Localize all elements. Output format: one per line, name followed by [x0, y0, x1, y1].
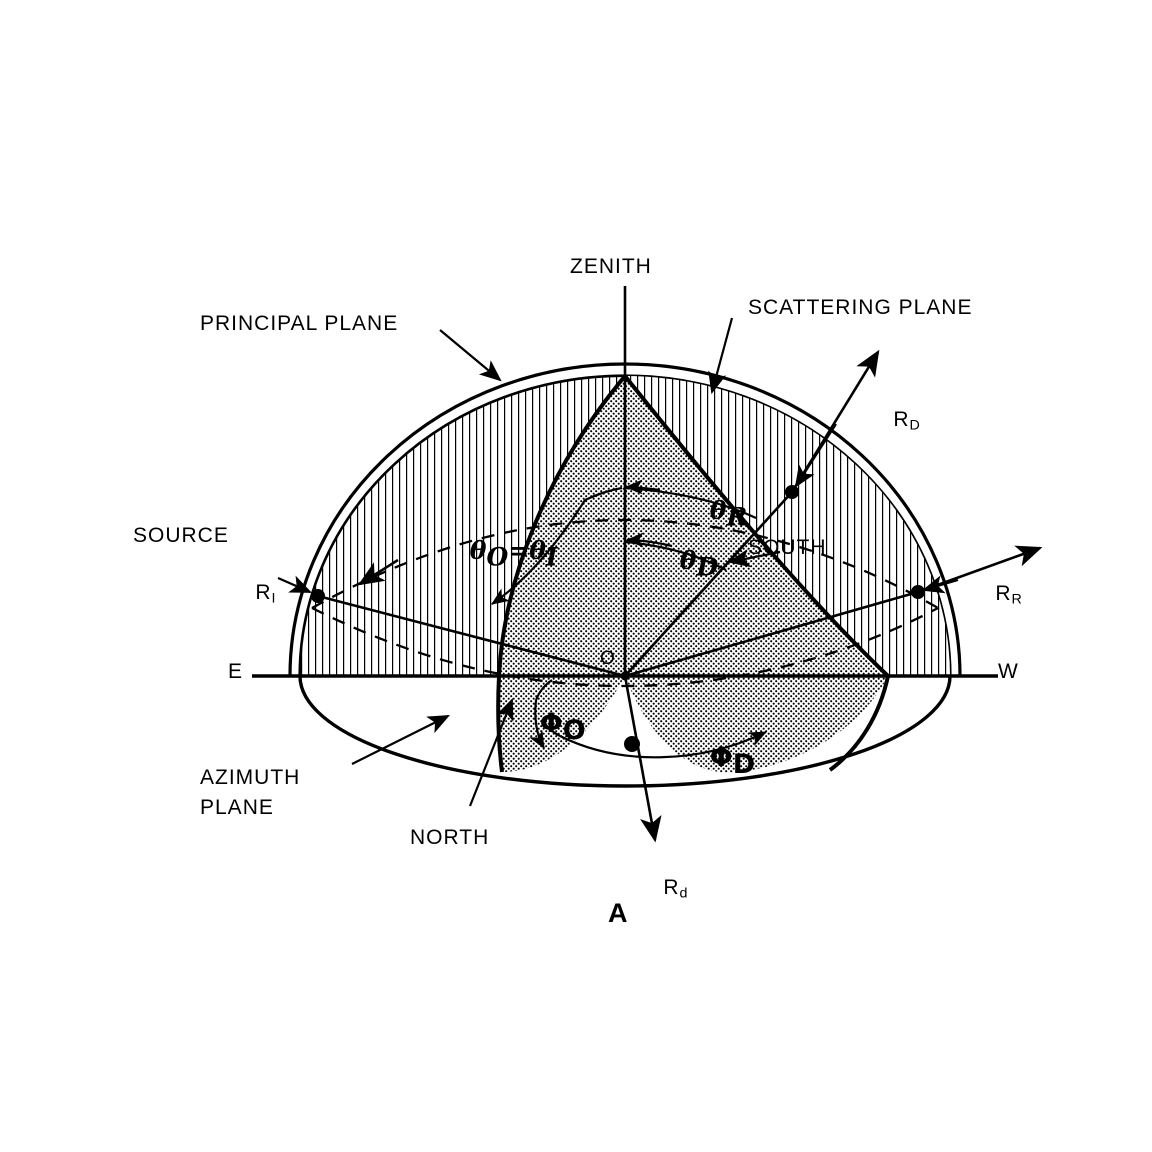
theta-d-main: θ: [679, 546, 697, 575]
phi-o-label: [518, 690, 586, 764]
rd-down-main: R: [663, 876, 680, 899]
nadir-point: [624, 736, 640, 752]
theta-i-main: θ: [529, 536, 546, 565]
rr-sub: R: [1011, 591, 1022, 608]
ri-label: [228, 557, 275, 631]
phi-o-sub: O: [562, 714, 586, 746]
origin-point: [621, 672, 630, 681]
theta-d-sub: D: [696, 552, 719, 582]
rr-main: R: [995, 582, 1012, 605]
ri-label-sub: I: [271, 590, 276, 607]
theta-o-sub: O: [486, 542, 509, 572]
scattering-plane-label: SCATTERING PLANE: [748, 296, 973, 319]
west-label: W: [998, 660, 1019, 683]
phi-d-sub: D: [732, 748, 756, 780]
theta-r-sub: R: [726, 502, 748, 532]
source-label: SOURCE: [133, 524, 229, 547]
theta-eq: =: [508, 536, 530, 565]
rd-down-label: [636, 852, 687, 926]
rd-down-sub: d: [679, 885, 688, 902]
theta-o-main: θ: [469, 536, 487, 565]
rd-up-label: [866, 384, 920, 458]
north-label: NORTH: [410, 826, 490, 849]
principal-plane-label: PRINCIPAL PLANE: [200, 312, 399, 335]
azimuth-plane-label-line2: PLANE: [200, 796, 274, 819]
reflected-point: [911, 585, 925, 599]
panel-label: A: [608, 898, 629, 928]
theta-r-main: θ: [709, 496, 727, 525]
azimuth-plane-label-line1: AZIMUTH: [200, 766, 301, 789]
phi-d-label: [688, 724, 755, 798]
rd-up-sub: D: [909, 417, 920, 434]
origin-label: O: [600, 648, 616, 669]
direct-point: [785, 485, 799, 499]
east-label: E: [228, 660, 244, 683]
south-label: SOUTH: [748, 536, 827, 559]
rr-label: [968, 558, 1022, 632]
rd-up-main: R: [893, 408, 910, 431]
theta-o-eq-theta-i-label: [448, 518, 558, 589]
zenith-label: ZENITH: [570, 255, 652, 278]
theta-d-label: [658, 528, 718, 599]
theta-i-sub: I: [545, 542, 558, 572]
phi-d-main: Φ: [709, 742, 733, 773]
ri-label-main: R: [255, 581, 272, 604]
phi-o-main: Φ: [539, 708, 563, 739]
